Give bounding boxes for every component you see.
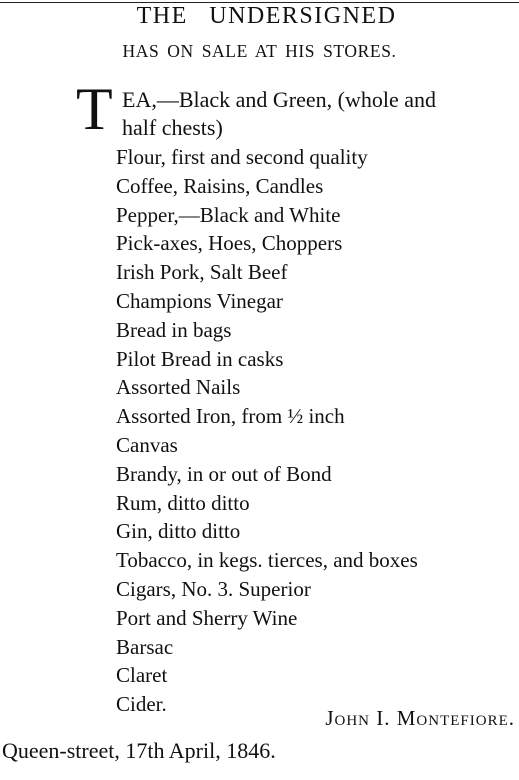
- list-item: Pilot Bread in casks: [116, 346, 284, 371]
- list-item: Barsac: [116, 634, 174, 659]
- list-item: Pepper,—Black and White: [116, 202, 341, 227]
- list-item: Bread in bags: [116, 317, 232, 342]
- list-item: Cigars, No. 3. Superior: [116, 576, 311, 601]
- list-item: Flour, first and second quality: [116, 145, 368, 169]
- first-item-line-2: half chests): [122, 115, 223, 140]
- list-item: Gin, ditto ditto: [116, 519, 241, 544]
- list-item: Irish Pork, Salt Beef: [116, 260, 288, 285]
- list-item: Champions Vinegar: [116, 288, 283, 313]
- first-item-line-1: EA,—Black and Green, (whole and: [122, 87, 437, 112]
- list-item: Rum, ditto ditto: [116, 490, 250, 515]
- list-item: Brandy, in or out of Bond: [116, 461, 332, 486]
- list-item: Canvas: [116, 432, 178, 457]
- list-item: Cider.: [116, 692, 167, 717]
- list-item: Port and Sherry Wine: [116, 605, 298, 630]
- signature: John I. Montefiore.: [325, 706, 515, 730]
- list-item: Assorted Nails: [116, 375, 241, 400]
- heading-subtitle: HAS ON SALE AT HIS STORES.: [122, 41, 397, 61]
- list-item: Claret: [116, 663, 168, 688]
- drop-cap: T: [76, 76, 113, 142]
- item-list: [116, 143, 418, 719]
- list-item: Assorted Iron, from ½ inch: [116, 404, 345, 429]
- heading-title: THE UNDERSIGNED: [136, 3, 397, 29]
- list-item: Coffee, Raisins, Candles: [116, 173, 324, 198]
- list-item: Tobacco, in kegs. tierces, and boxes: [116, 548, 418, 573]
- list-item: Pick-axes, Hoes, Choppers: [116, 231, 343, 256]
- place-date: Queen-street, 17th April, 1846.: [2, 738, 276, 763]
